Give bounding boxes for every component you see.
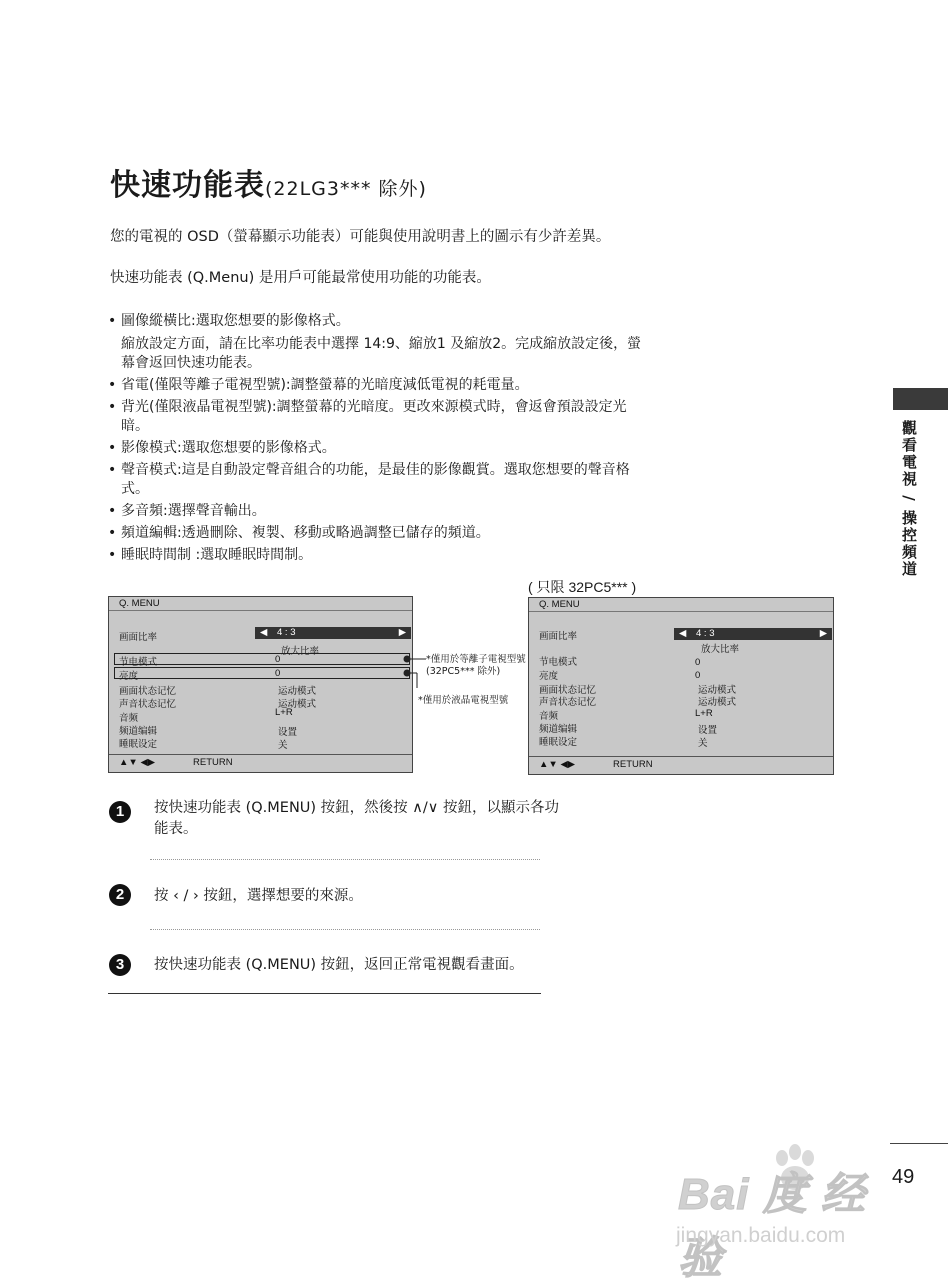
osd-footer — [529, 756, 833, 772]
row-value: 运动模式 — [698, 685, 737, 696]
row-value: 关 — [698, 738, 708, 749]
nav-arrows-icon: ▲▼ ◀▶ — [539, 759, 576, 770]
zoom-label: 放大比率 — [701, 644, 740, 655]
row-value: 0 — [695, 670, 701, 681]
list-item: • 睡眠時間制 :選取睡眠時間制。 — [108, 547, 313, 563]
page-number: 49 — [892, 1166, 915, 1188]
list-item: • 背光(僅限液晶電視型號):調整螢幕的光暗度。更改來源模式時，會返會預設設定光暗。 — [108, 399, 627, 434]
row-value: 运动模式 — [698, 697, 737, 708]
ratio-value: 4 : 3 — [277, 627, 296, 638]
row-label: 画面状态记忆 — [119, 686, 177, 697]
callout-dot-energy — [404, 656, 411, 663]
zoom-label: 放大比率 — [281, 646, 320, 657]
step-number-2: 2 — [109, 884, 131, 906]
bullet-icon: • — [108, 377, 117, 393]
bullet-icon: • — [108, 525, 117, 541]
arrow-left-icon: ◀ — [679, 628, 687, 639]
row-label: 声音状态记忆 — [119, 699, 177, 710]
list-item: • 聲音模式:這是自動設定聲音組合的功能，是最佳的影像觀賞。選取您想要的聲音格式。 — [108, 462, 630, 497]
callout-dot-brightness — [404, 670, 411, 677]
ratio-selector — [674, 628, 832, 640]
step-text-3: 按快速功能表 (Q.MENU) 按鈕，返回正常電視觀看畫面。 — [154, 957, 524, 973]
row-label: 睡眠设定 — [119, 739, 158, 750]
row-label: 睡眠设定 — [539, 737, 578, 748]
osd-header: Q. MENU — [109, 597, 412, 611]
osd-header: Q. MENU — [529, 598, 833, 612]
bullet-icon: • — [108, 462, 117, 478]
row-label: 频道编辑 — [539, 724, 578, 735]
bullet-icon: • — [108, 313, 117, 329]
step-divider — [150, 859, 540, 860]
return-label: RETURN — [613, 759, 653, 770]
section-bottom-rule — [108, 993, 541, 994]
page-number-rule — [890, 1143, 948, 1144]
list-item: • 省電(僅限等離子電視型號):調整螢幕的光暗度減低電視的耗電量。 — [108, 377, 529, 393]
row-label: 声音状态记忆 — [539, 697, 597, 708]
feature-list — [108, 312, 653, 568]
arrow-right-icon: ▶ — [398, 627, 406, 638]
chapter-label: 觀看電視 / 操控頻道 — [900, 420, 918, 578]
callout-plasma: *僅用於等離子電視型號(32PC5*** 除外) — [426, 654, 526, 677]
ratio-value: 4 : 3 — [696, 628, 715, 639]
list-item: • 影像模式:選取您想要的影像格式。 — [108, 440, 336, 456]
bullet-icon: • — [108, 399, 117, 415]
nav-arrows-icon: ▲▼ ◀▶ — [119, 757, 156, 768]
step-text-2: 按 ‹ / › 按鈕，選擇想要的來源。 — [154, 888, 363, 904]
bullet-icon: • — [108, 503, 117, 519]
qmenu-osd-left — [108, 596, 413, 773]
row-label: 亮度 — [539, 671, 559, 682]
page-title — [110, 160, 427, 204]
list-item: • 多音頻:選擇聲音輸出。 — [108, 503, 266, 519]
watermark-url: jingyan.baidu.com — [676, 1224, 846, 1247]
row-value: 运动模式 — [278, 686, 317, 697]
row-label: 音频 — [539, 711, 559, 722]
row-value: L+R — [275, 707, 293, 718]
list-item: • 頻道編輯:透過刪除、複製、移動或略過調整已儲存的頻道。 — [108, 525, 490, 541]
row-value: 设置 — [698, 725, 718, 736]
bullet-icon: • — [108, 547, 117, 563]
row-value: 0 — [275, 668, 281, 679]
list-item: • 圖像縱橫比:選取您想要的影像格式。 — [108, 313, 350, 329]
arrow-left-icon: ◀ — [260, 627, 268, 638]
return-label: RETURN — [193, 757, 233, 768]
step-number-1: 1 — [109, 801, 131, 823]
row-label: 节电模式 — [119, 657, 158, 668]
row-value: 0 — [275, 654, 281, 665]
list-item-note: 縮放設定方面，請在比率功能表中選擇 14:9、縮放1 及縮放2。完成縮放設定後，螢幕會返回快速功能表。 — [121, 336, 642, 371]
row-value: 0 — [695, 657, 701, 668]
row-label: 音频 — [119, 713, 139, 724]
highlight-box-energy — [114, 653, 410, 665]
row-label: 频道编辑 — [119, 726, 158, 737]
ratio-label: 画面比率 — [119, 632, 158, 643]
row-label: 亮度 — [119, 671, 139, 682]
title-sub: (22LG3*** 除外) — [265, 178, 427, 200]
callout-lcd: *僅用於液晶電視型號 — [418, 695, 509, 706]
watermark-logo-text: Bai 度 经验 — [678, 1170, 866, 1283]
osd-note: ( 只限 32PC5*** ) — [528, 579, 637, 595]
step-text-1: 按快速功能表 (Q.MENU) 按鈕，然後按 ∧/∨ 按鈕，以顯示各功能表。 — [154, 800, 560, 837]
chapter-tab — [893, 388, 948, 410]
ratio-selector — [255, 627, 411, 639]
row-value: 运动模式 — [278, 699, 317, 710]
step-number-3: 3 — [109, 954, 131, 976]
qmenu-osd-right — [528, 597, 834, 775]
step-divider — [150, 929, 540, 930]
row-value: 设置 — [278, 727, 298, 738]
bullet-icon: • — [108, 440, 117, 456]
intro-paragraph-1: 您的電視的 OSD（螢幕顯示功能表）可能與使用說明書上的圖示有少許差異。 — [110, 229, 611, 245]
osd-footer — [109, 754, 412, 770]
intro-paragraph-2: 快速功能表 (Q.Menu) 是用戶可能最常使用功能的功能表。 — [110, 270, 491, 286]
row-value: 关 — [278, 740, 288, 751]
row-value: L+R — [695, 708, 713, 719]
baidu-watermark — [672, 1142, 898, 1283]
ratio-label: 画面比率 — [539, 631, 578, 642]
title-main: 快速功能表 — [110, 168, 265, 203]
row-label: 画面状态记忆 — [539, 685, 597, 696]
arrow-right-icon: ▶ — [819, 628, 827, 639]
highlight-box-brightness — [114, 667, 410, 679]
row-label: 节电模式 — [539, 657, 578, 668]
